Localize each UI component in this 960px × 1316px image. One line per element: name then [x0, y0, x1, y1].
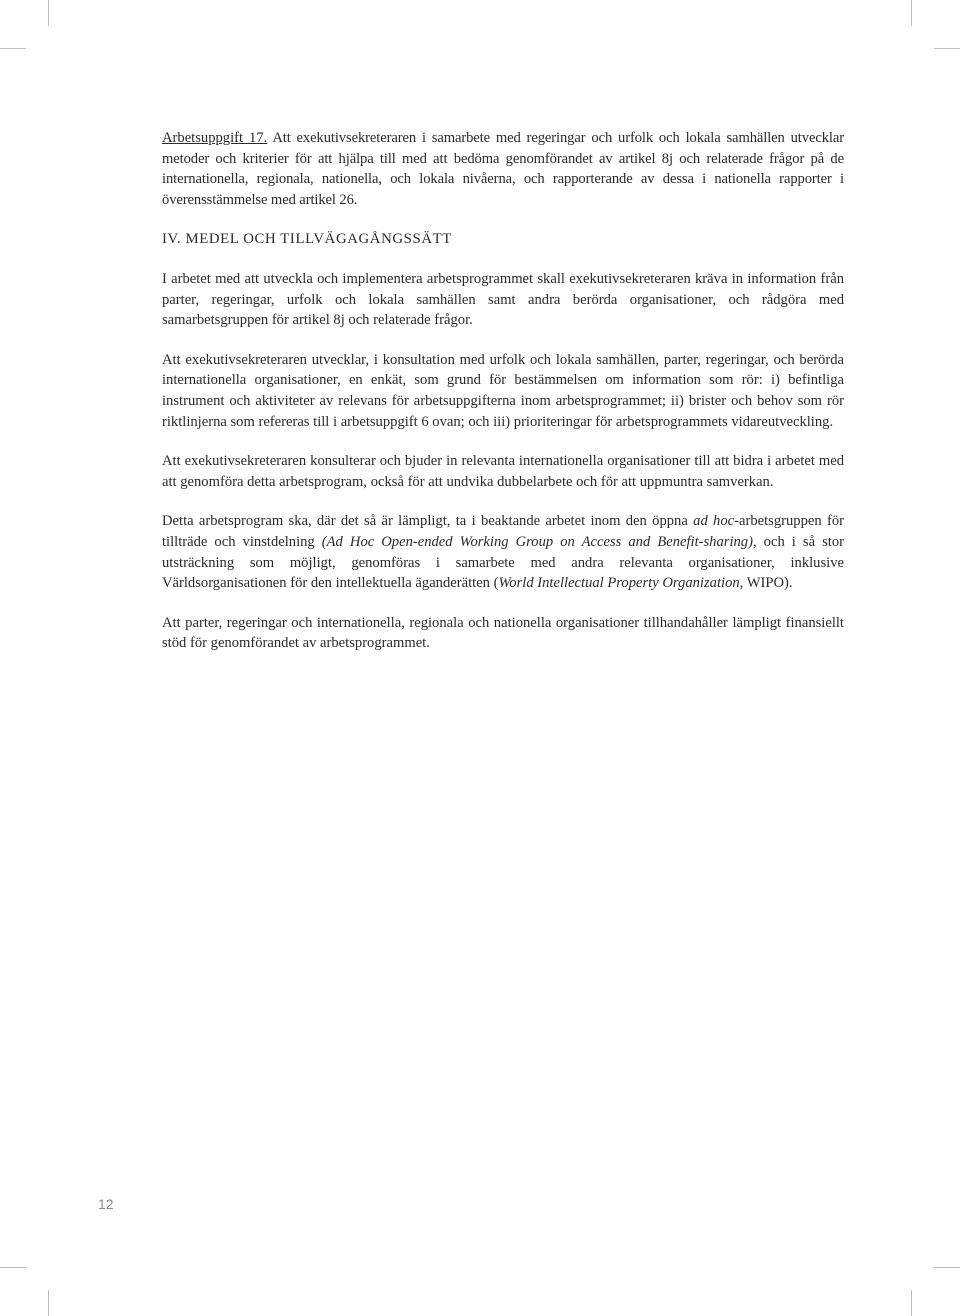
- crop-mark: [48, 1290, 49, 1316]
- task-17-label: Arbetsuppgift 17.: [162, 130, 268, 146]
- crop-mark: [911, 1290, 912, 1316]
- paragraph-funding: Att parter, regeringar och internationella, regionala och nationella organisationer tillhandahåller lämpligt finansiellt stöd för genomförandet av arbetsprogrammet.: [162, 614, 844, 652]
- crop-mark: [48, 0, 49, 26]
- crop-mark: [934, 1267, 960, 1268]
- paragraph-consultation: Att exekutivsekreteraren konsulterar och bjuder in relevanta internationella organisationer till att bidra i arbetet med att genomföra detta arbetsprogram, också för att undvika dubbelarbete och för att uppmuntra samverkan.: [162, 453, 844, 490]
- paragraph-survey: Att exekutivsekreteraren utvecklar, i konsultation med urfolk och lokala samhällen, parter, regeringar, och berörda internationella organisationer, en enkät, som grund för bestämmelsen om information som rör: i) befintliga instrument och aktiviteter av relevans för arbetsuppgifterna inom arbetsprogrammet; ii) brister och behov som rör riktlinjerna som refereras till i arbetsuppgift 6 ovan; och iii) prioriteringar för arbetsprogrammets vidareutveckling.: [162, 351, 844, 430]
- text-segment: -arbetsgruppen för tillträde och vinstdelning: [162, 513, 844, 550]
- text-segment: , WIPO).: [739, 575, 793, 592]
- crop-mark: [0, 48, 26, 49]
- document-body: [162, 128, 844, 673]
- crop-mark: [0, 1267, 26, 1268]
- page-number: 12: [98, 1196, 114, 1212]
- task-17-paragraph: [162, 128, 844, 210]
- section-heading: IV. MEDEL OCH TILLVÄGAGÅNGSSÄTT: [162, 231, 452, 248]
- crop-mark: [934, 48, 960, 49]
- text-segment: Detta arbetsprogram ska, där det så är lämpligt, ta i beaktande arbetet inom den öppna: [162, 513, 694, 530]
- italic-segment: (Ad Hoc Open-ended Working Group on Access and Benefit-sharing): [321, 533, 753, 550]
- italic-segment: World Intellectual Property Organization: [498, 575, 740, 592]
- crop-mark: [911, 0, 912, 26]
- paragraph-cooperation: [162, 511, 844, 593]
- text-segment: , och i så stor utsträckning som möjligt, genomföras i samarbete med andra relevanta organisationer, inklusive Världsorganisationen för den intellektuella äganderätten (: [162, 533, 845, 592]
- italic-segment: ad hoc: [693, 513, 735, 530]
- task-17-text: Att exekutivsekreteraren i samarbete med regeringar och urfolk och lokala samhällen utvecklar metoder och kriterier för att hjälpa till med att bedöma genomförandet av artikel 8j och relaterade frågor på de internationella, regionala, nationella, och lokala nivåerna, och rapporterande av dessa i nationella rapporter i överensstämmelse med artikel 26.: [162, 130, 844, 208]
- paragraph-information: I arbetet med att utveckla och implementera arbetsprogrammet skall exekutivsekreteraren kräva in information från parter, regeringar, urfolk och lokala samhällen samt andra berörda organisationer, och rådgöra med samarbetsgruppen för artikel 8j och relaterade frågor.: [162, 270, 844, 329]
